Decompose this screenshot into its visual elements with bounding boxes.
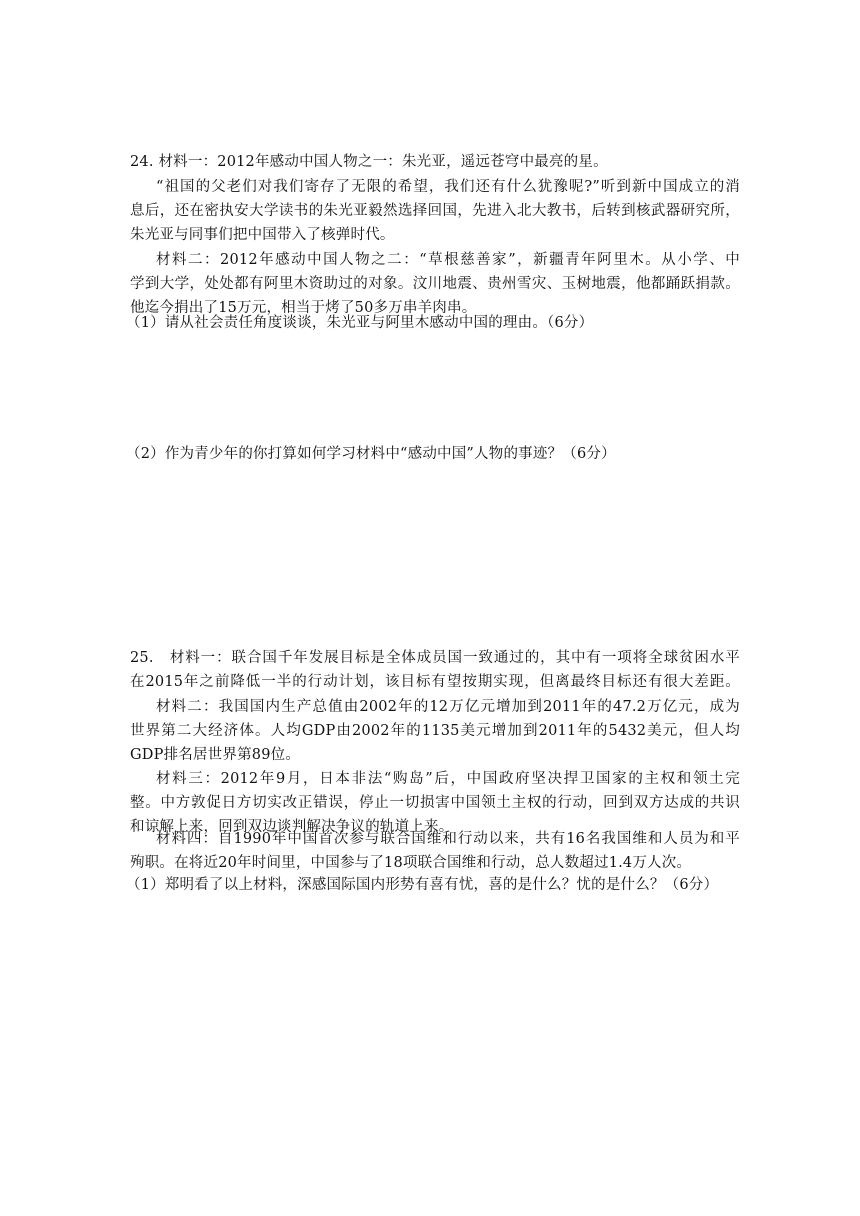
q25-material2-line2: 世界第二大经济体。人均GDP由2002年的1135美元增加到2011年的5432美元，但人均 (130, 723, 740, 739)
q24-material1-line1: “祖国的父老们对我们寄存了无限的希望，我们还有什么犹豫呢?”听到新中国成立的消 (156, 179, 740, 195)
q25-material2-line1: 材料二：我国国内生产总值由2002年的12万亿元增加到2011年的47.2万亿元，成为 (156, 699, 740, 715)
q25-question1: （1）郑明看了以上材料，深感国际国内形势有喜有忧，喜的是什么？忧的是什么？（6分） (126, 877, 719, 893)
q24-question2: （2）作为青少年的你打算如何学习材料中“感动中国”人物的事迹？（6分） (126, 446, 616, 462)
q24-material1-line3: 朱光亚与同事们把中国带入了核弹时代。 (130, 227, 395, 243)
q24-material1-line2: 息后，还在密执安大学读书的朱光亚毅然选择回国，先进入北大教书，后转到核武器研究所， (130, 203, 740, 219)
q25-material4-line2: 殉职。在将近20年时间里，中国参与了18项联合国维和行动，总人数超过1.4万人次。 (130, 855, 692, 871)
q25-material4-line1: 材料四：自1990年中国首次参与联合国维和行动以来，共有16名我国维和人员为和平 (156, 831, 740, 847)
q25-material3-line2: 整。中方敦促日方切实改正错误，停止一切损害中国领土主权的行动，回到双方达成的共识 (130, 795, 740, 811)
q24-header: 24. 材料一：2012年感动中国人物之一：朱光亚，遥远苍穹中最亮的星。 (130, 154, 608, 170)
q25-material1-line2: 在2015年之前降低一半的行动计划，该目标有望按期实现，但离最终目标还有很大差距。 (130, 674, 740, 690)
q25-material1-line1: 25. 材料一：联合国千年发展目标是全体成员国一致通过的，其中有一项将全球贫困水平 (130, 650, 740, 666)
q25-material3-line1: 材料三：2012年9月，日本非法“购岛”后，中国政府坚决捍卫国家的主权和领土完 (156, 771, 740, 787)
q24-material2-line2: 学到大学，处处都有阿里木资助过的对象。汶川地震、贵州雪灾、玉树地震，他都踊跃捐款。 (130, 276, 740, 292)
q24-material2-line1: 材料二：2012年感动中国人物之二：“草根慈善家”，新疆青年阿里木。从小学、中 (156, 252, 740, 268)
q25-material3-line3: 和谅解上来，回到双边谈判解决争议的轨道上来。 (130, 819, 454, 835)
q24-question1: （1）请从社会责任角度谈谈，朱光亚与阿里木感动中国的理由。（6分） (126, 315, 594, 331)
q24-material2-line3: 他迄今捐出了15万元，相当于烤了50多万串羊肉串。 (130, 300, 477, 316)
q25-material2-line3: GDP排名居世界第89位。 (130, 747, 301, 763)
